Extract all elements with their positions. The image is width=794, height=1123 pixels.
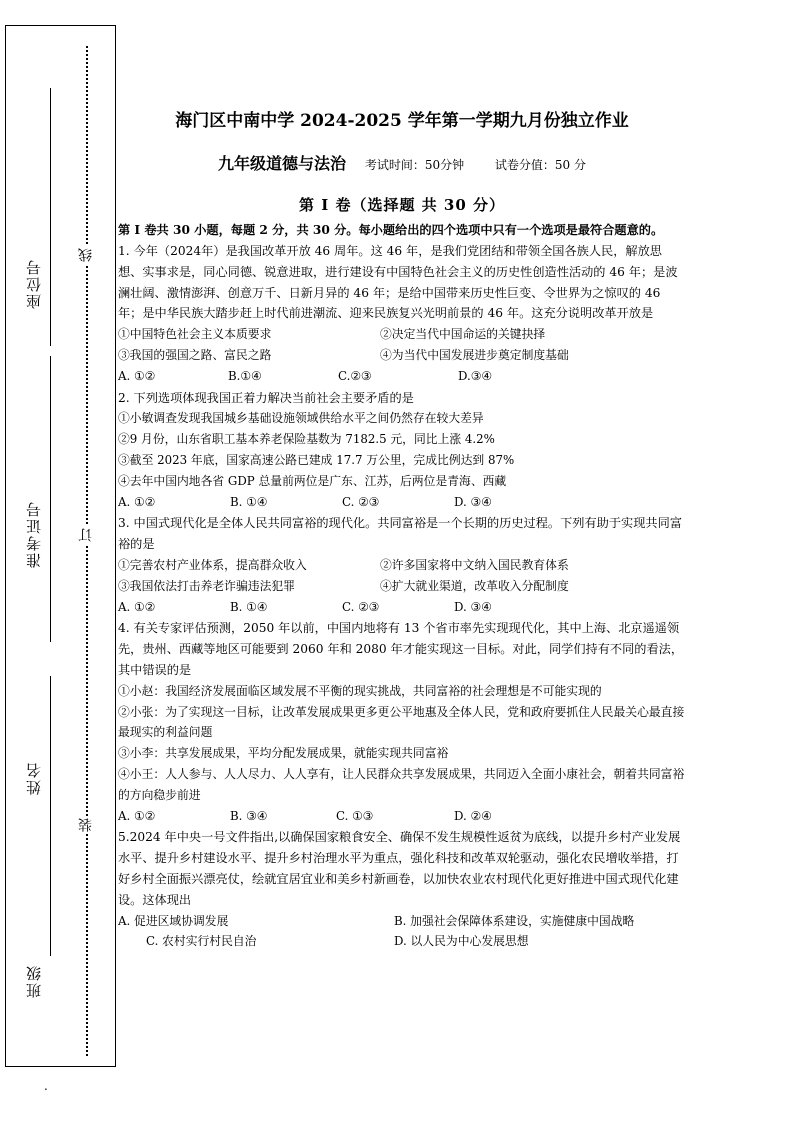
answer-choice: B. ①④ bbox=[230, 494, 268, 509]
option-item: ①完善农村产业体系，提高群众收入 bbox=[118, 557, 307, 572]
exam-content bbox=[118, 100, 686, 952]
option-row bbox=[118, 576, 686, 597]
page-title: 海门区中南中学 2024-2025 学年第一学期九月份独立作业 bbox=[175, 111, 629, 131]
name-blank-line bbox=[50, 676, 51, 956]
option-row bbox=[118, 324, 686, 345]
subject-name: 九年级道德与法治 bbox=[218, 154, 347, 173]
answer-choice: D. ②④ bbox=[454, 808, 492, 823]
option-row bbox=[118, 345, 686, 366]
exam-time: 考试时间：50分钟 bbox=[364, 158, 465, 172]
option-row bbox=[118, 555, 686, 576]
answer-choice: B. ③④ bbox=[230, 808, 268, 823]
option-item: ④为当代中国发展进步奠定制度基础 bbox=[380, 347, 569, 362]
option-item: ③小李：共享发展成果，平均分配发展成果，就能实现共同富裕 bbox=[118, 746, 449, 761]
answer-row bbox=[118, 806, 686, 827]
answer-row bbox=[118, 931, 686, 952]
answer-choice: A. ①② bbox=[118, 599, 156, 614]
answer-choice: C. ①③ bbox=[336, 808, 374, 823]
exam-score: 试卷分值：50 分 bbox=[494, 158, 586, 172]
option-item: ②9 月份，山东省职工基本养老保险基数为 7182.5 元，同比上涨 4.2% bbox=[118, 432, 495, 447]
name-label: 姓名 bbox=[25, 761, 43, 795]
option-item: ②小张：为了实现这一目标，让改革发展成果更多更公平地惠及全体人民，党和政府要抓住人民最关心最直接最现实的利益问题 bbox=[118, 704, 685, 740]
option-item: ④去年中国内地各省 GDP 总量前两位是广东、江苏，后两位是青海、西藏 bbox=[118, 473, 507, 488]
section-instructions: 第 I 卷共 30 小题，每题 2 分，共 30 分。每小题给出的四个选项中只有一个选项是最符合题意的。 bbox=[118, 223, 664, 237]
question-stem: 1. 今年（2024年）是我国改革开放 46 周年。这 46 年，是我们党团结和带领全国各族人民，解放思想、实事求是，同心同德、锐意进取，进行建设有中国特色社会主义的历史性创造性活动的 46 年；是波澜壮阔、激情澎湃、创意万千、日新月异的 46 年；是给中国带来历史性巨变、令世界为之惊叹的 46 年；是中华民族大踏步赶上时代前进潮流、迎来民族复兴光明前景的 46 年。这充分说明改革开放是 bbox=[118, 244, 678, 321]
option-item: ①小赵：我国经济发展面临区域发展不平衡的现实挑战，共同富裕的社会理想是不可能实现的 bbox=[118, 683, 602, 698]
answer-choice: D.③④ bbox=[458, 368, 492, 383]
answer-choice: D. ③④ bbox=[454, 494, 492, 509]
answer-row bbox=[118, 597, 686, 618]
cut-mark-mount: 装 bbox=[78, 818, 94, 832]
seat-number-label: 座位号 bbox=[25, 258, 43, 309]
cut-mark-line: 线 bbox=[78, 248, 94, 262]
answer-choice: A. ①② bbox=[118, 494, 156, 509]
answer-choice: C. ②③ bbox=[342, 494, 380, 509]
answer-choice: C. ②③ bbox=[342, 599, 380, 614]
question-stem: 3. 中国式现代化是全体人民共同富裕的现代化。共同富裕是一个长期的历史过程。下列有助于实现共同富裕的是 bbox=[118, 516, 682, 552]
option-item: ①中国特色社会主义本质要求 bbox=[118, 327, 272, 342]
answer-choice: A. ①② bbox=[118, 368, 156, 383]
option-item: ③我国的强国之路、富民之路 bbox=[118, 347, 272, 362]
seat-blank-line bbox=[50, 88, 51, 346]
option-item: ④小王：人人参与、人人尽力、人人享有，让人民群众共享发展成果，共同迈入全面小康社会，朝着共同富裕的方向稳步前进 bbox=[118, 766, 685, 802]
binding-margin bbox=[5, 25, 116, 1093]
answer-row bbox=[118, 492, 686, 513]
answer-row bbox=[118, 911, 686, 932]
answer-row bbox=[118, 366, 686, 387]
answer-choice: C.②③ bbox=[338, 368, 372, 383]
option-item: ④扩大就业渠道，改革收入分配制度 bbox=[380, 578, 569, 593]
class-label: 班级 bbox=[25, 964, 43, 998]
cut-dotted-line bbox=[86, 46, 88, 1056]
answer-choice: D. 以人民为中心发展思想 bbox=[394, 934, 529, 949]
subject-line bbox=[118, 151, 686, 174]
cut-mark-bind: 订 bbox=[78, 528, 94, 542]
option-item: ①小敏调查发现我国城乡基础设施领域供给水平之间仍然存在较大差异 bbox=[118, 411, 484, 426]
admission-blank-line bbox=[50, 356, 51, 642]
answer-choice: B.①④ bbox=[228, 368, 262, 383]
option-item: ③我国依法打击养老诈骗违法犯罪 bbox=[118, 578, 295, 593]
option-item: ③截至 2023 年底，国家高速公路已建成 17.7 万公里，完成比例达到 87% bbox=[118, 452, 515, 467]
answer-choice: A. 促进区域协调发展 bbox=[118, 913, 229, 928]
binding-dot: . bbox=[44, 1079, 48, 1093]
answer-choice: D. ③④ bbox=[454, 599, 492, 614]
answer-choice: B. 加强社会保障体系建设，实施健康中国战略 bbox=[394, 913, 635, 928]
answer-choice: C. 农村实行村民自治 bbox=[146, 934, 257, 949]
option-item: ②许多国家将中文纳入国民教育体系 bbox=[380, 557, 569, 572]
section-heading: 第 I 卷（选择题 共 30 分） bbox=[298, 196, 505, 214]
question-stem: 5.2024 年中央一号文件指出,以确保国家粮食安全、确保不发生规模性返贫为底线，以提升乡村产业发展水平、提升乡村建设水平、提升乡村治理水平为重点，强化科技和改革双轮驱动，强化农民增收举措，打好乡村全面振兴漂亮仗，绘就宜居宜业和美乡村新画卷，以加快农业农村现代化更好推进中国式现代化建设。这体现出 bbox=[118, 830, 681, 907]
question-stem: 4. 有关专家评估预测，2050 年以前，中国内地将有 13 个省市率先实现现代化，其中上海、北京遥遥领先，贵州、西藏等地区可能要到 2060 年和 2080 年才能实现这一目标。对此，同学们持有不同的看法，其中错误的是 bbox=[118, 621, 684, 677]
admission-number-label: 准考证号 bbox=[25, 500, 43, 568]
question-stem: 2. 下列选项体现我国正着力解决当前社会主要矛盾的是 bbox=[118, 390, 414, 405]
answer-choice: B. ①④ bbox=[230, 599, 268, 614]
option-item: ②决定当代中国命运的关键抉择 bbox=[380, 327, 546, 342]
answer-choice: A. ①② bbox=[118, 808, 156, 823]
